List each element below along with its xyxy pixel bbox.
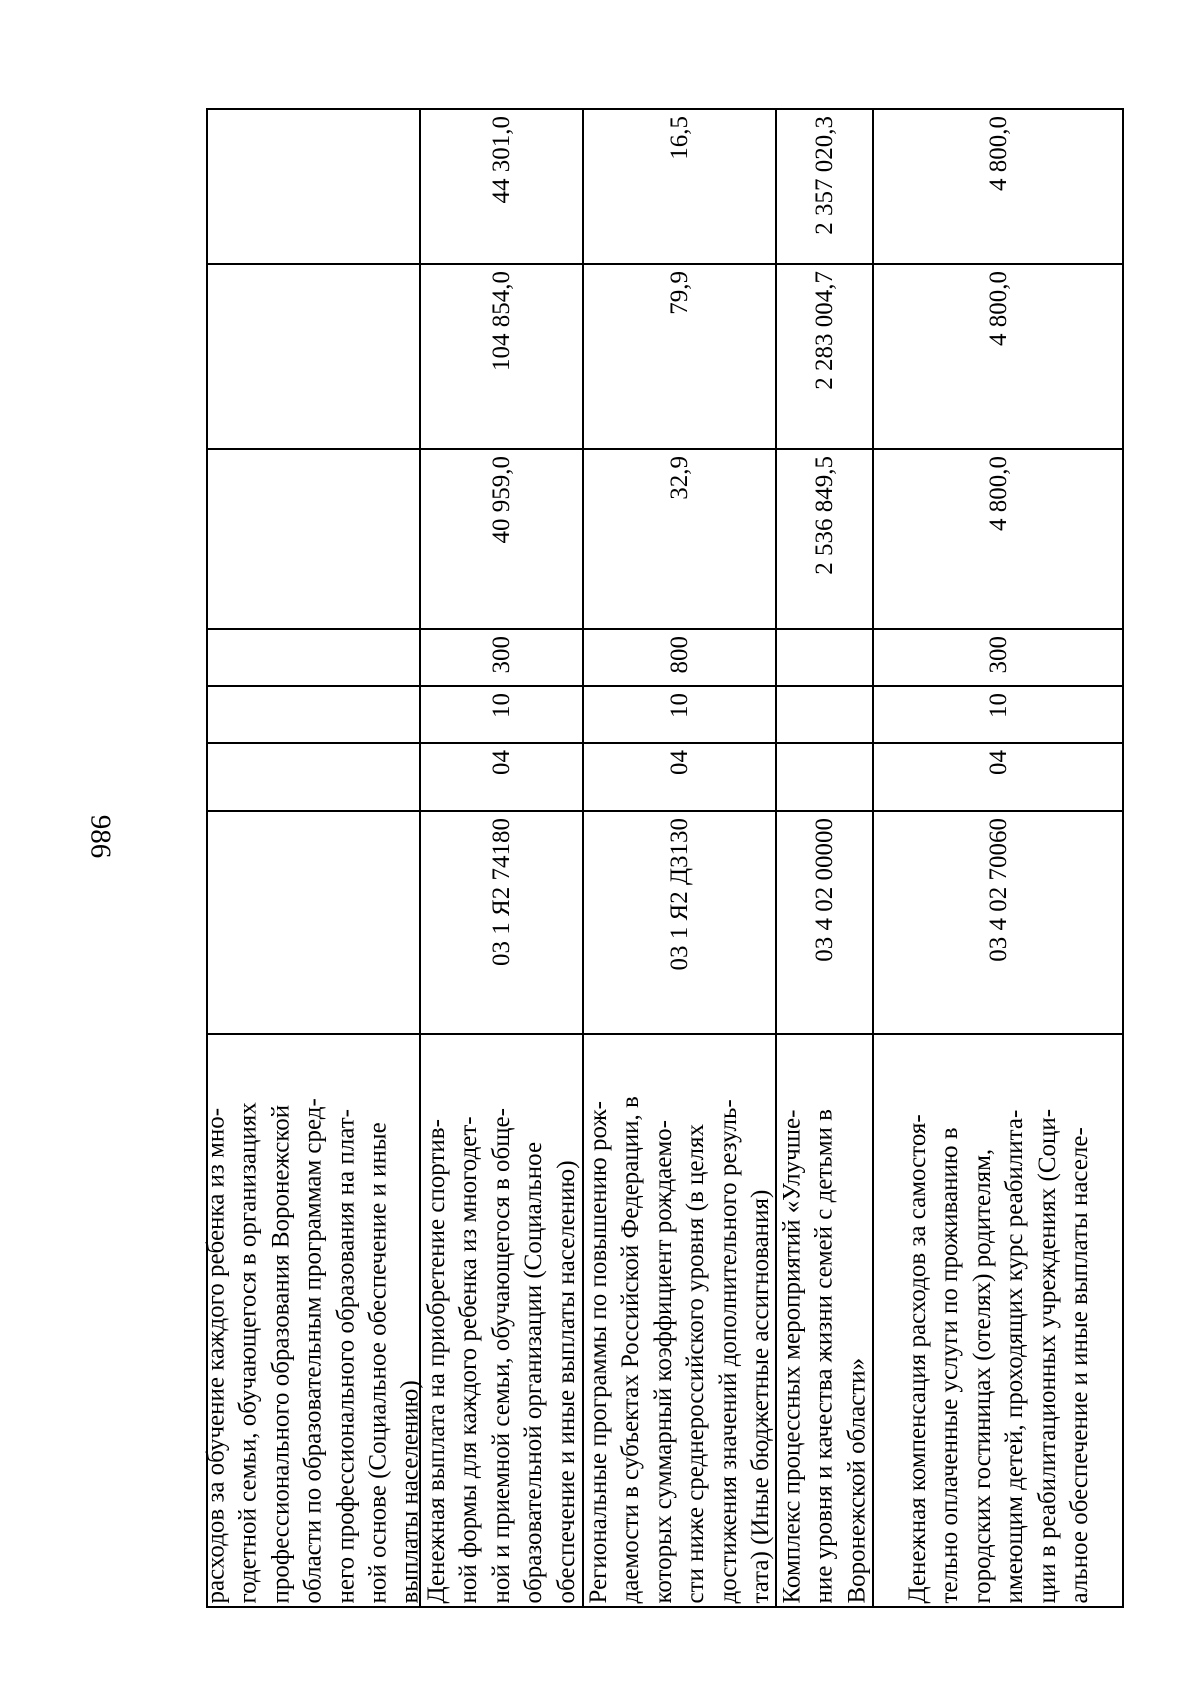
table-row [421, 110, 584, 1606]
row-name-text: Денежная выплата на приобретение спортив- ной формы для каждого ребенка из многодет- ной и приемной семьи, обучающегося в обще- образовательной организации (Социальное обеспечение и иные выплаты населению) [422, 1107, 580, 1603]
value-2025-cell: 4 800,0 [874, 450, 1124, 630]
vr-cell: 800 [584, 630, 775, 687]
table-row [202, 110, 424, 1606]
value-2026-cell: 79,9 [584, 265, 775, 450]
value-2025-cell: 2 536 849,5 [777, 450, 872, 630]
vr-cell [208, 630, 419, 687]
row-name-text: расходов за обучение каждого ребенка из мно- годетной семьи, обучающегося в организациях профессионального образования Воронежской области по образовательным программам сред- него профессионального образования на плат- ной основе (Социальное обеспечение и иные выплаты населению) [202, 1097, 424, 1603]
table-row [584, 110, 777, 1606]
value-2025-cell: 32,9 [584, 450, 775, 630]
row-name-text: Денежная компенсация расходов за самостоя- тельно оплаченные услуги по проживанию в городских гостиницах (отелях) родителям, имеющим детей, проходящих курс реабилита- ции в реабилитационных учреждениях (Соци- альное обеспечение и иные выплаты населе- [903, 1108, 1093, 1603]
value-2027-cell: 2 357 020,3 [777, 110, 872, 265]
subsection-cell [208, 744, 419, 812]
csr-code-cell: 03 1 Я2 Д3130 [584, 812, 775, 1035]
value-2025-cell [208, 450, 419, 630]
value-2025-cell: 40 959,0 [421, 450, 582, 630]
csr-code-cell: 03 1 Я2 74180 [421, 812, 582, 1035]
pr-cell: 10 [421, 687, 582, 744]
pr-cell: 10 [584, 687, 775, 744]
value-2026-cell: 2 283 004,7 [777, 265, 872, 450]
subsection-cell: 04 [584, 744, 775, 812]
row-name-text: Региональные программы по повышению рож- даемости в субъектах Российской Федерации, в которых суммарный коэффициент рождаемо- сти ниже среднероссийского уровня (в целях достижения значений дополнительного резуль- тата) (Иные бюджетные ассигнования) [584, 1095, 774, 1603]
pr-cell [208, 687, 419, 744]
vr-cell: 300 [421, 630, 582, 687]
value-2026-cell [208, 265, 419, 450]
vr-cell [777, 630, 872, 687]
name-cell [874, 1035, 1124, 1606]
pr-cell [777, 687, 872, 744]
vr-cell: 300 [874, 630, 1124, 687]
pr-cell: 10 [874, 687, 1124, 744]
value-2027-cell: 16,5 [584, 110, 775, 265]
value-2027-cell: 4 800,0 [874, 110, 1124, 265]
csr-code-cell: 03 4 02 00000 [777, 812, 872, 1035]
row-name-text: Комплекс процессных мероприятий «Улучше- ние уровня и качества жизни семей с детьми в Воронежской области» [777, 1108, 870, 1603]
value-2026-cell: 4 800,0 [874, 265, 1124, 450]
subsection-cell: 04 [421, 744, 582, 812]
name-cell [421, 1035, 582, 1606]
csr-code-cell: 03 4 02 70060 [874, 812, 1124, 1035]
value-2027-cell [208, 110, 419, 265]
name-cell [584, 1035, 775, 1606]
subsection-cell [777, 744, 872, 812]
csr-code-cell [208, 812, 419, 1035]
budget-table [202, 108, 1124, 1608]
table-row [777, 110, 874, 1606]
name-cell [777, 1035, 872, 1606]
page-number: 986 [84, 814, 117, 859]
value-2027-cell: 44 301,0 [421, 110, 582, 265]
value-2026-cell: 104 854,0 [421, 265, 582, 450]
subsection-cell: 04 [874, 744, 1124, 812]
table-row [874, 110, 1124, 1606]
name-cell [202, 1035, 424, 1606]
